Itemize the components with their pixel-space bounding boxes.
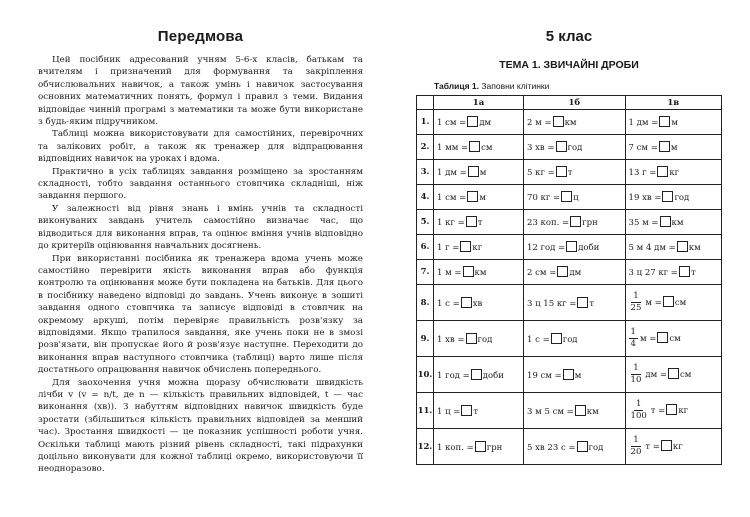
exercise-cell (625, 135, 721, 160)
row-number: 5. (417, 210, 434, 235)
table-row (417, 185, 722, 210)
exercise-cell (434, 210, 524, 235)
exercise-cell (524, 160, 626, 185)
answer-box[interactable] (475, 441, 486, 452)
exercise-expression: 35 м = (628, 218, 659, 228)
exercise-cell (524, 210, 626, 235)
header-col-1a: 1а (434, 96, 524, 110)
table-row (417, 357, 722, 393)
preface-paragraph: Цей посібник адресований учням 5-6-х класів, батькам та вчителям і призначений для формування та закріплення обчислювальних навичок, а також умінь і навичок застосування основних математичних понять, формул і правил з теми. Видання відповідає чинній програмі з математики та може бути використане з будь-яким підручником. (38, 55, 363, 128)
preface-paragraph: При використанні посібника як тренажера вдома учень може самостійно перевірити якість виконання вправ або функція контролю та оцінювання може бути покладена на батьків. Для цього в посібнику наведено відповіді до завдань. Учень виконує в зошиті завдання одного стовпчика та записує відповіді в стовпчик на окремому аркуші, потім перевіряє правильність розв'язку за відповідями. Якщо трапилося завдання, яке учень поки не в змозі розв'язати, він пропускає його й розв'язує наступне. Переходити до виконання вправ наступного стовпчика (таблиці) варто лише після достатнього опрацювання навичок обчислень попереднього. (38, 253, 363, 376)
exercise-cell (434, 321, 524, 357)
exercise-cell (524, 357, 626, 393)
exercise-expression: 1 коп. = (437, 442, 474, 453)
exercise-cell (524, 321, 626, 357)
exercise-cell (524, 285, 626, 321)
fraction (629, 327, 638, 350)
exercise-unit: м (479, 193, 486, 203)
exercise-unit: дм (569, 268, 582, 278)
exercise-expression: 1 с = (527, 334, 550, 345)
exercise-expression: 1 хв = (437, 334, 465, 345)
preface-paragraph: Таблиці можна використовувати для самостійних, перевірочних та залікових робіт, а також як тренажер для відпрацювання відповідних навичок на уроках і вдома. (38, 129, 363, 165)
fraction-denominator: 4 (630, 339, 636, 349)
grade-title: 5 клас (545, 28, 593, 45)
exercise-cell (524, 185, 626, 210)
exercise-expression: 1 г = (437, 243, 460, 253)
answer-box[interactable] (551, 333, 562, 344)
answer-box[interactable] (577, 441, 588, 452)
row-number: 7. (417, 260, 434, 285)
exercise-expression: 1 дм = (437, 168, 467, 178)
exercise-unit: м (671, 118, 678, 128)
fraction-numerator: 1 (633, 291, 639, 301)
exercise-expression: 1 год = (437, 370, 470, 381)
answer-box[interactable] (659, 116, 670, 127)
exercise-table (416, 95, 722, 465)
exercise-expression: 3 ц 27 кг = (628, 268, 678, 278)
exercise-expression: 13 г = (628, 168, 657, 178)
table-row (417, 429, 722, 465)
fraction (629, 399, 649, 422)
fraction-denominator: 10 (630, 375, 642, 385)
exercise-cell (524, 110, 626, 135)
row-number: 6. (417, 235, 434, 260)
exercise-expression: 2 см = (527, 268, 557, 278)
header-num (417, 96, 434, 110)
exercise-unit: км (671, 218, 684, 228)
preface-title: Передмова (157, 28, 244, 45)
header-col-1b: 1б (524, 96, 626, 110)
exercise-unit: т (477, 218, 483, 228)
exercise-cell (524, 429, 626, 465)
exercise-unit: км (474, 268, 487, 278)
exercise-cell (625, 321, 721, 357)
preface-paragraph: Практично в усіх таблицях завдання розміщено за зростанням складності, тобто завдання останнього стовпчика складніші, ніж завдання першого. (38, 166, 363, 202)
fraction (629, 435, 644, 458)
answer-box[interactable] (657, 166, 668, 177)
table-row (417, 160, 722, 185)
fraction-denominator: 25 (630, 303, 642, 313)
answer-box[interactable] (561, 191, 572, 202)
fraction-numerator: 1 (630, 327, 636, 337)
answer-box[interactable] (467, 191, 478, 202)
exercise-cell (434, 429, 524, 465)
exercise-expression: 5 м 4 дм = (628, 243, 676, 253)
exercise-cell (524, 235, 626, 260)
exercise-cell (625, 160, 721, 185)
answer-box[interactable] (659, 141, 670, 152)
exercise-expression: 5 кг = (527, 168, 555, 178)
right-page (416, 28, 722, 465)
row-number: 2. (417, 135, 434, 160)
exercise-cell (524, 135, 626, 160)
exercise-expression: 1 кг = (437, 218, 465, 228)
exercise-unit: доби (578, 243, 600, 253)
answer-box[interactable] (557, 266, 568, 277)
answer-box[interactable] (460, 241, 471, 252)
exercise-expression: т = (645, 442, 660, 452)
exercise-expression: 3 ц 15 кг = (527, 298, 577, 309)
exercise-unit: ц (573, 193, 579, 203)
answer-box[interactable] (666, 404, 677, 415)
exercise-unit: км (564, 118, 577, 128)
exercise-cell (524, 260, 626, 285)
exercise-unit: год (477, 334, 493, 345)
exercise-cell (625, 110, 721, 135)
answer-box[interactable] (657, 332, 668, 343)
exercise-unit: см (674, 298, 687, 308)
table-caption (434, 81, 722, 91)
exercise-cell (625, 210, 721, 235)
row-number: 4. (417, 185, 434, 210)
exercise-unit: м (479, 168, 487, 178)
exercise-cell (625, 357, 721, 393)
exercise-unit: год (567, 143, 583, 153)
exercise-unit: м (670, 143, 678, 153)
exercise-unit: год (562, 334, 578, 345)
exercise-expression: 12 год = (527, 243, 566, 253)
exercise-expression: 1 ц = (437, 406, 461, 417)
exercise-expression: 1 см = (437, 118, 467, 128)
exercise-unit: км (586, 406, 599, 417)
exercise-expression: 2 м = (527, 118, 552, 128)
exercise-cell (625, 260, 721, 285)
exercise-cell (434, 160, 524, 185)
table-row (417, 285, 722, 321)
answer-box[interactable] (471, 369, 482, 380)
exercise-cell (625, 185, 721, 210)
exercise-unit: год (588, 442, 604, 453)
exercise-cell (625, 285, 721, 321)
exercise-unit: см (669, 334, 681, 344)
answer-box[interactable] (663, 296, 674, 307)
exercise-unit: т (567, 168, 573, 178)
exercise-unit: хв (472, 298, 483, 309)
row-number: 10. (417, 357, 434, 393)
row-number: 1. (417, 110, 434, 135)
answer-box[interactable] (662, 191, 673, 202)
exercise-cell (434, 110, 524, 135)
exercise-unit: км (688, 243, 701, 253)
exercise-cell (625, 393, 721, 429)
table-caption-text: Заповни клітинки (479, 81, 550, 91)
exercise-unit: грн (582, 218, 598, 228)
answer-box[interactable] (461, 405, 472, 416)
answer-box[interactable] (468, 166, 479, 177)
fraction (629, 363, 644, 386)
exercise-unit: год (674, 193, 690, 203)
exercise-cell (524, 393, 626, 429)
table-row (417, 235, 722, 260)
answer-box[interactable] (463, 266, 474, 277)
exercise-cell (434, 235, 524, 260)
preface-paragraph: У залежності від рівня знань і вмінь учнів та складності виконуваних завдань учитель самостійно визначає час, що відводиться для виконання вправ, та оцінює вміння учнів відповідно до критеріїв оцінювання навчальних досягнень. (38, 203, 363, 252)
answer-box[interactable] (556, 141, 567, 152)
exercise-unit: кг (672, 442, 683, 452)
exercise-unit: грн (486, 442, 503, 453)
exercise-unit: доби (482, 370, 504, 381)
exercise-expression: дм = (645, 370, 668, 380)
header-col-1c: 1в (625, 96, 721, 110)
exercise-cell (434, 357, 524, 393)
answer-box[interactable] (677, 241, 688, 252)
table-row (417, 135, 722, 160)
answer-box[interactable] (566, 241, 577, 252)
exercise-unit: м (574, 370, 582, 381)
answer-box[interactable] (563, 369, 574, 380)
answer-box[interactable] (556, 166, 567, 177)
exercise-expression: 5 хв 23 с = (527, 442, 576, 453)
fraction-numerator: 1 (633, 363, 639, 373)
exercise-expression: 7 см = (628, 143, 658, 153)
exercise-expression: 1 м = (437, 268, 462, 278)
exercise-expression: т = (650, 406, 666, 416)
exercise-unit: дм (479, 118, 492, 128)
answer-box[interactable] (575, 405, 586, 416)
answer-box[interactable] (467, 116, 478, 127)
exercise-unit: см (481, 143, 493, 153)
exercise-expression: 70 кг = (527, 193, 561, 203)
answer-box[interactable] (461, 297, 472, 308)
preface-paragraph: Для заохочення учня можна щоразу обчислювати швидкість лічби v (v = n/t, де n — кількість правильних відповідей, t — час виконання (хв)). З набуттям відповідних навичок швидкість буде зростати (збільшиться кількість правильних відповідей за менший час). Зростання швидкості — це показник успішності роботи учня. Оскільки таблиці мають різний рівень складності, такі підрахунки доцільно виконувати для кожної таблиці окремо, використовуючи її неодноразово. (38, 377, 363, 475)
exercise-unit: см (680, 370, 692, 380)
row-number: 12. (417, 429, 434, 465)
exercise-unit: кг (678, 406, 689, 416)
exercise-expression: 19 см = (527, 370, 562, 381)
fraction-numerator: 1 (635, 399, 642, 409)
exercise-unit: кг (472, 243, 483, 253)
table-row (417, 260, 722, 285)
exercise-unit: т (473, 406, 479, 417)
exercise-expression: 1 дм = (628, 118, 659, 128)
table-header-row (417, 96, 722, 110)
topic-title: ТЕМА 1. ЗВИЧАЙНІ ДРОБИ (499, 59, 639, 71)
table-row (417, 210, 722, 235)
exercise-expression: м = (639, 334, 657, 344)
answer-box[interactable] (466, 216, 477, 227)
answer-box[interactable] (668, 368, 679, 379)
answer-box[interactable] (660, 216, 671, 227)
exercise-cell (434, 393, 524, 429)
exercise-cell (625, 235, 721, 260)
exercise-cell (434, 185, 524, 210)
answer-box[interactable] (570, 216, 581, 227)
answer-box[interactable] (679, 266, 690, 277)
table-caption-number: Таблиця 1. (434, 81, 480, 91)
exercise-expression: 1 см = (437, 193, 467, 203)
exercise-cell (434, 285, 524, 321)
fraction-denominator: 20 (630, 447, 642, 457)
answer-box[interactable] (577, 297, 588, 308)
exercise-unit: кг (669, 168, 680, 178)
exercise-expression: 3 м 5 см = (527, 406, 574, 417)
row-number: 11. (417, 393, 434, 429)
exercise-expression: 3 хв = (527, 143, 555, 153)
answer-box[interactable] (661, 440, 672, 451)
exercise-expression: 23 коп. = (527, 218, 570, 228)
fraction (629, 291, 644, 314)
exercise-unit: т (589, 298, 595, 309)
table-row (417, 110, 722, 135)
answer-box[interactable] (553, 116, 564, 127)
answer-box[interactable] (466, 333, 477, 344)
exercise-unit: т (690, 268, 696, 278)
table-row (417, 321, 722, 357)
exercise-expression: 1 мм = (437, 143, 469, 153)
fraction-numerator: 1 (633, 435, 639, 445)
fraction-denominator: 100 (630, 411, 647, 421)
row-number: 3. (417, 160, 434, 185)
left-page (38, 28, 363, 476)
row-number: 9. (417, 321, 434, 357)
exercise-expression: м = (645, 298, 662, 308)
exercise-cell (434, 135, 524, 160)
row-number: 8. (417, 285, 434, 321)
preface-body (38, 54, 363, 476)
exercise-expression: 1 с = (437, 298, 460, 309)
answer-box[interactable] (469, 141, 480, 152)
exercise-cell (625, 429, 721, 465)
table-row (417, 393, 722, 429)
exercise-cell (434, 260, 524, 285)
exercise-expression: 19 хв = (628, 193, 662, 203)
